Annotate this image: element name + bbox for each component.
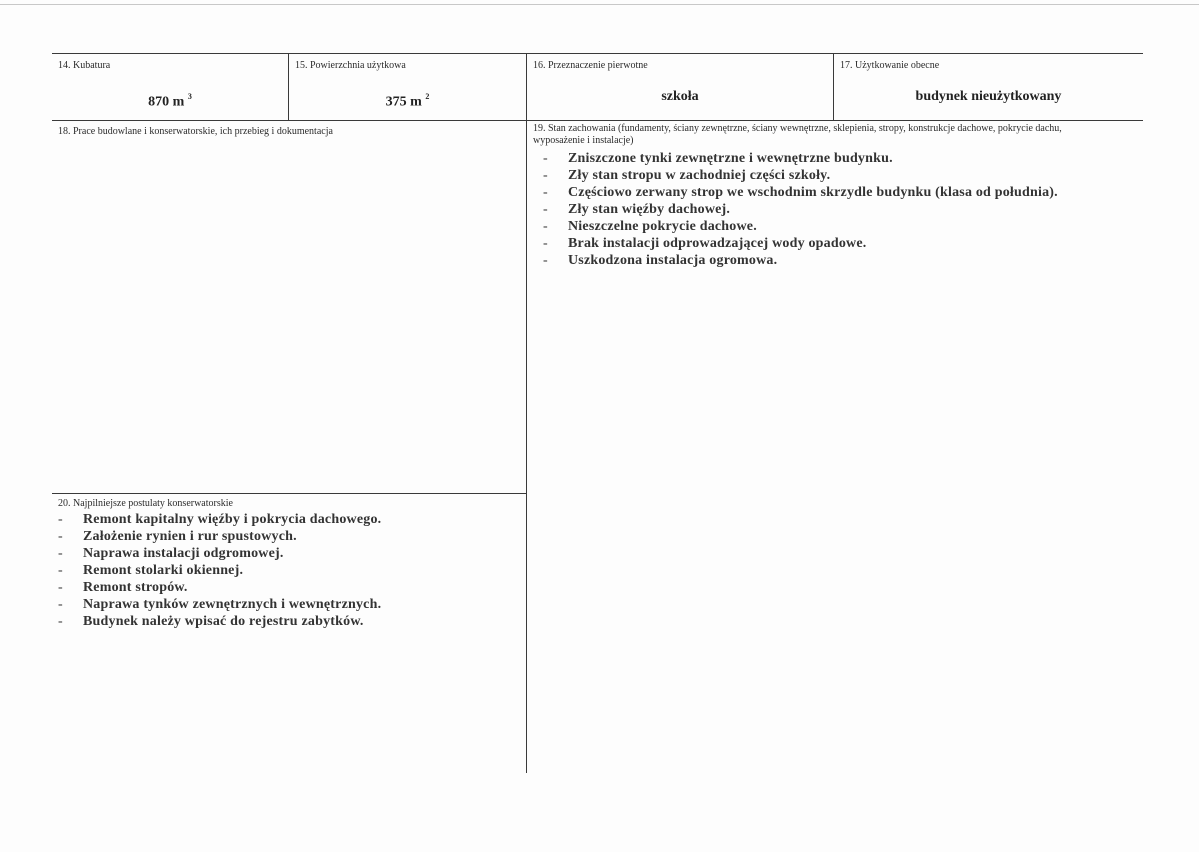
- list-bullet-dash: -: [543, 202, 548, 217]
- postulate-item-text: Założenie rynien i rur spustowych.: [83, 529, 297, 544]
- col-divider-2: [526, 53, 527, 773]
- list-bullet-dash: -: [58, 512, 63, 527]
- condition-item: [543, 201, 1138, 218]
- postulate-item: [58, 613, 518, 630]
- condition-item-text: Zniszczone tynki zewnętrzne i wewnętrzne budynku.: [568, 151, 893, 166]
- postulate-item: [58, 562, 518, 579]
- postulate-item: [58, 596, 518, 613]
- header-row-divider: [52, 120, 1143, 121]
- uzytkowanie-label: 17. Użytkowanie obecne: [840, 60, 940, 71]
- section20-label: 20. Najpilniejsze postulaty konserwatorskie: [58, 498, 233, 509]
- postulate-item: [58, 528, 518, 545]
- list-bullet-dash: -: [58, 597, 63, 612]
- section19-label: 19. Stan zachowania (fundamenty, ściany zewnętrzne, ściany wewnętrzne, sklepienia, stropy, konstrukcje dachowe, pokrycie dachu, wyposażenie i instalacje): [533, 123, 1062, 146]
- kubatura-unit-exponent: 3: [187, 92, 192, 101]
- list-bullet-dash: -: [58, 529, 63, 544]
- condition-item-text: Uszkodzona instalacja ogromowa.: [568, 253, 778, 268]
- powierzchnia-value: [289, 93, 526, 111]
- condition-item: [543, 252, 1138, 269]
- list-bullet-dash: -: [58, 546, 63, 561]
- list-bullet-dash: -: [543, 253, 548, 268]
- postulate-item-text: Naprawa instalacji odgromowej.: [83, 546, 284, 561]
- powierzchnia-value-text: 375 m: [385, 94, 422, 110]
- condition-item-text: Zły stan więźby dachowej.: [568, 202, 731, 217]
- condition-item: [543, 218, 1138, 235]
- condition-item-text: Nieszczelne pokrycie dachowe.: [568, 219, 757, 234]
- postulate-item-text: Remont stropów.: [83, 580, 188, 595]
- condition-item-text: Zły stan stropu w zachodniej części szkoły.: [568, 168, 831, 183]
- postulate-item: [58, 511, 518, 528]
- przeznaczenie-value: szkoła: [661, 89, 699, 104]
- kubatura-value-text: 870 m: [148, 94, 185, 110]
- condition-item-text: Brak instalacji odprowadzającej wody opadowe.: [568, 236, 867, 251]
- postulate-item-text: Remont kapitalny więźby i pokrycia dachowego.: [83, 512, 382, 527]
- przeznaczenie-label: 16. Przeznaczenie pierwotne: [533, 60, 648, 71]
- col-divider-3: [833, 53, 834, 120]
- section18-label: 18. Prace budowlane i konserwatorskie, ich przebieg i dokumentacja: [58, 126, 333, 137]
- postulate-item: [58, 545, 518, 562]
- list-bullet-dash: -: [58, 580, 63, 595]
- list-bullet-dash: -: [543, 151, 548, 166]
- condition-item: [543, 235, 1138, 252]
- condition-item-text: Częściowo zerwany strop we wschodnim skrzydle budynku (klasa od południa).: [568, 185, 1058, 200]
- scan-edge-line: [0, 4, 1199, 5]
- kubatura-label: 14. Kubatura: [58, 60, 111, 71]
- record-card-form: [52, 53, 1143, 775]
- list-bullet-dash: -: [543, 219, 548, 234]
- condition-item: [543, 184, 1138, 201]
- list-bullet-dash: -: [58, 563, 63, 578]
- list-bullet-dash: -: [543, 185, 548, 200]
- kubatura-value: [52, 93, 288, 111]
- postulate-item: [58, 579, 518, 596]
- condition-item: [543, 167, 1138, 184]
- powierzchnia-unit-exponent: 2: [425, 92, 430, 101]
- list-bullet-dash: -: [543, 236, 548, 251]
- section19-list: [543, 150, 1138, 269]
- list-bullet-dash: -: [58, 614, 63, 629]
- postulate-item-text: Budynek należy wpisać do rejestru zabytków.: [83, 614, 364, 629]
- section20-top-border: [52, 493, 526, 494]
- postulate-item-text: Naprawa tynków zewnętrznych i wewnętrznych.: [83, 597, 382, 612]
- powierzchnia-label: 15. Powierzchnia użytkowa: [295, 60, 406, 71]
- list-bullet-dash: -: [543, 168, 548, 183]
- condition-item: [543, 150, 1138, 167]
- uzytkowanie-value: budynek nieużytkowany: [915, 89, 1062, 104]
- postulate-item-text: Remont stolarki okiennej.: [83, 563, 244, 578]
- table-top-border: [52, 53, 1143, 54]
- section20-list: [58, 511, 518, 630]
